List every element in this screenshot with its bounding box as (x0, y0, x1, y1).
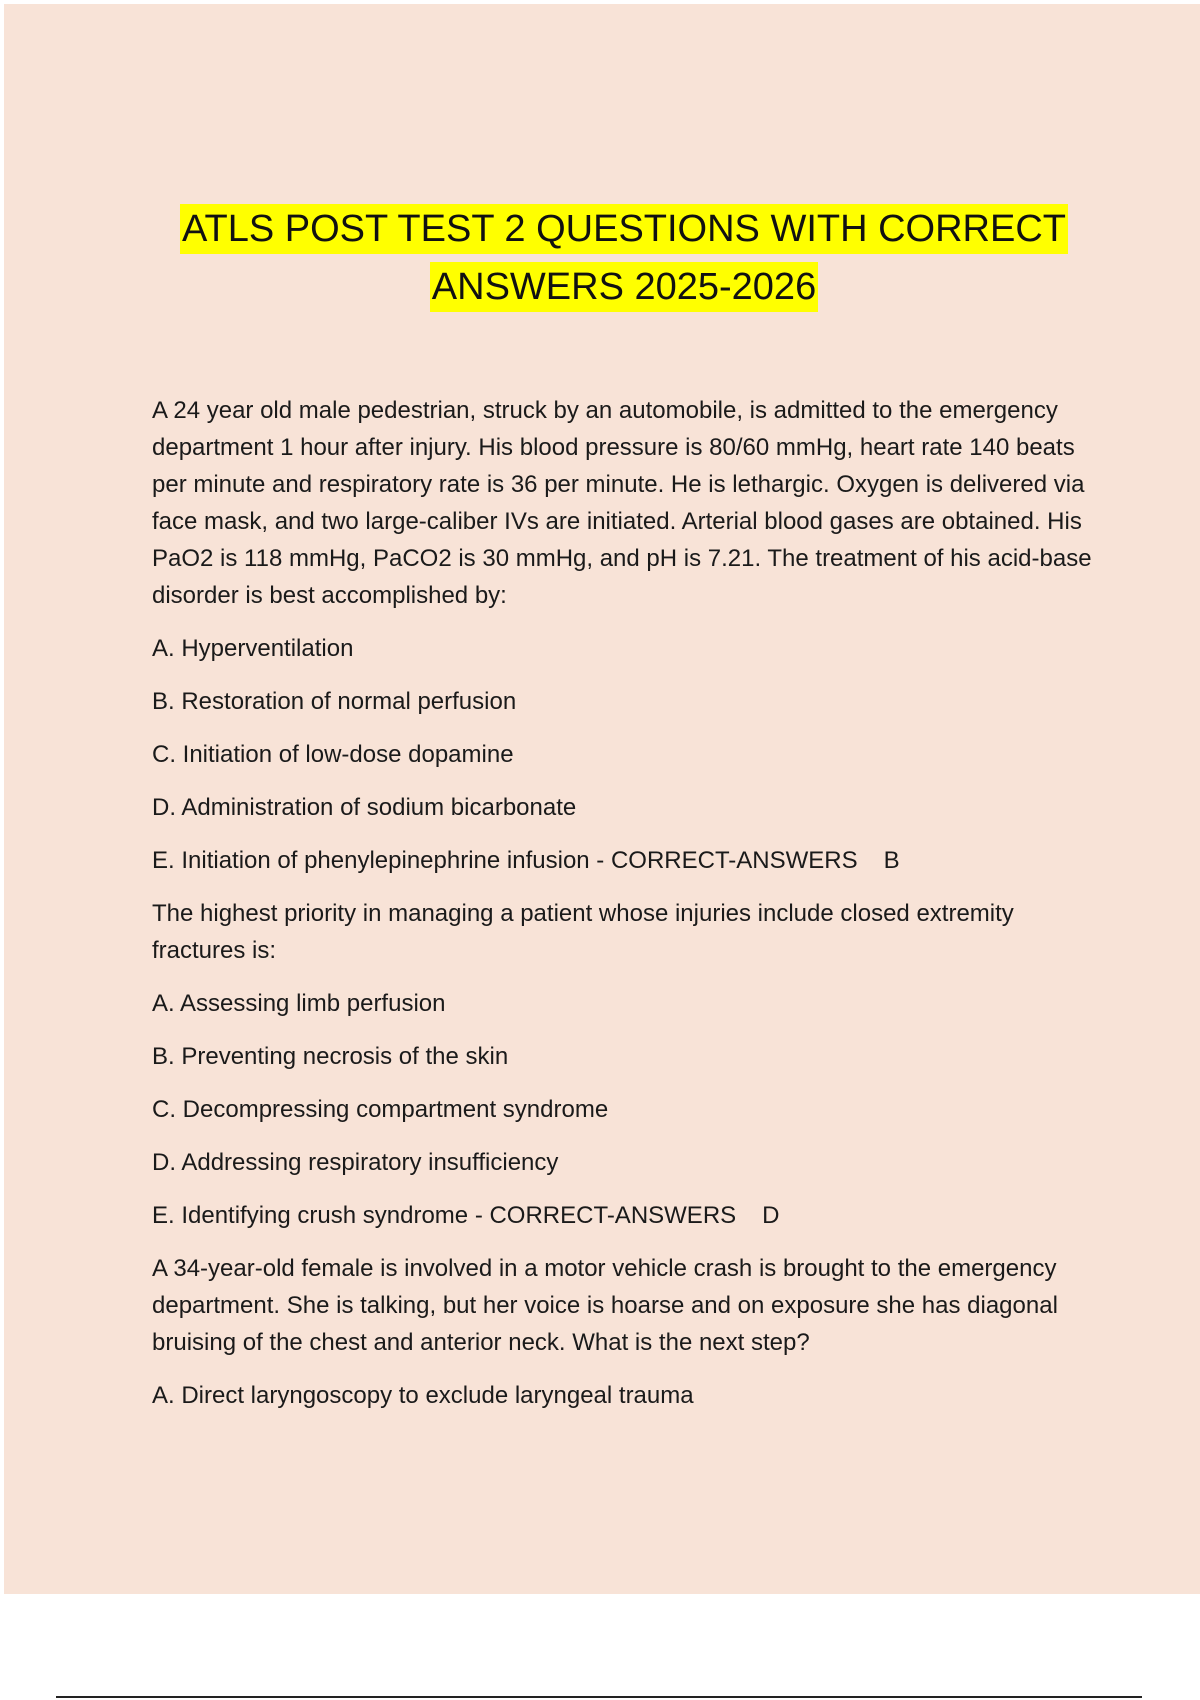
question-1-option-e (152, 842, 1092, 879)
question-1-option-e-text: E. Initiation of phenylepinephrine infusion - CORRECT-ANSWERS (152, 847, 858, 874)
question-2-option-e (152, 1197, 1092, 1234)
question-2-answer: D (762, 1202, 780, 1229)
question-1-text: A 24 year old male pedestrian, struck by an automobile, is admitted to the emergency department 1 hour after injury. His blood pressure is 80/60 mmHg, heart rate 140 beats per minute and respiratory rate is 36 per minute. He is lethargic. Oxygen is delivered via face mask, and two large-caliber IVs are initiated. Arterial blood gases are obtained. His PaO2 is 118 mmHg, PaCO2 is 30 mmHg, and pH is 7.21. The treatment of his acid-base disorder is best accomplished by: (152, 397, 1092, 609)
footer-divider (56, 1696, 1142, 1698)
question-1-option-a: A. Hyperventilation (152, 635, 354, 662)
question-2-text: The highest priority in managing a patient whose injuries include closed extremity fractures is: (152, 900, 1014, 964)
document-sheet (4, 4, 1200, 1594)
question-1-answer: B (883, 847, 900, 874)
question-1-option-c: C. Initiation of low-dose dopamine (152, 741, 514, 768)
question-2-option-e-text: E. Identifying crush syndrome - CORRECT-ANSWERS (152, 1202, 737, 1229)
question-2-option-d: D. Addressing respiratory insufficiency (152, 1149, 559, 1176)
document-title (4, 204, 1200, 320)
question-3-option-a: A. Direct laryngoscopy to exclude laryngeal trauma (152, 1382, 694, 1409)
title-line-2: ANSWERS 2025-2026 (430, 262, 818, 312)
question-1-option-b: B. Restoration of normal perfusion (152, 688, 517, 715)
title-line-1: ATLS POST TEST 2 QUESTIONS WITH CORRECT (180, 204, 1068, 254)
question-2-option-c: C. Decompressing compartment syndrome (152, 1096, 609, 1123)
question-3-text: A 34-year-old female is involved in a motor vehicle crash is brought to the emergency department. She is talking, but her voice is hoarse and on exposure she has diagonal bruising of the chest and anterior neck. What is the next step? (152, 1255, 1058, 1356)
question-list (152, 392, 1092, 1430)
question-2-option-b: B. Preventing necrosis of the skin (152, 1043, 509, 1070)
question-1-option-d: D. Administration of sodium bicarbonate (152, 794, 577, 821)
question-2-option-a: A. Assessing limb perfusion (152, 990, 446, 1017)
